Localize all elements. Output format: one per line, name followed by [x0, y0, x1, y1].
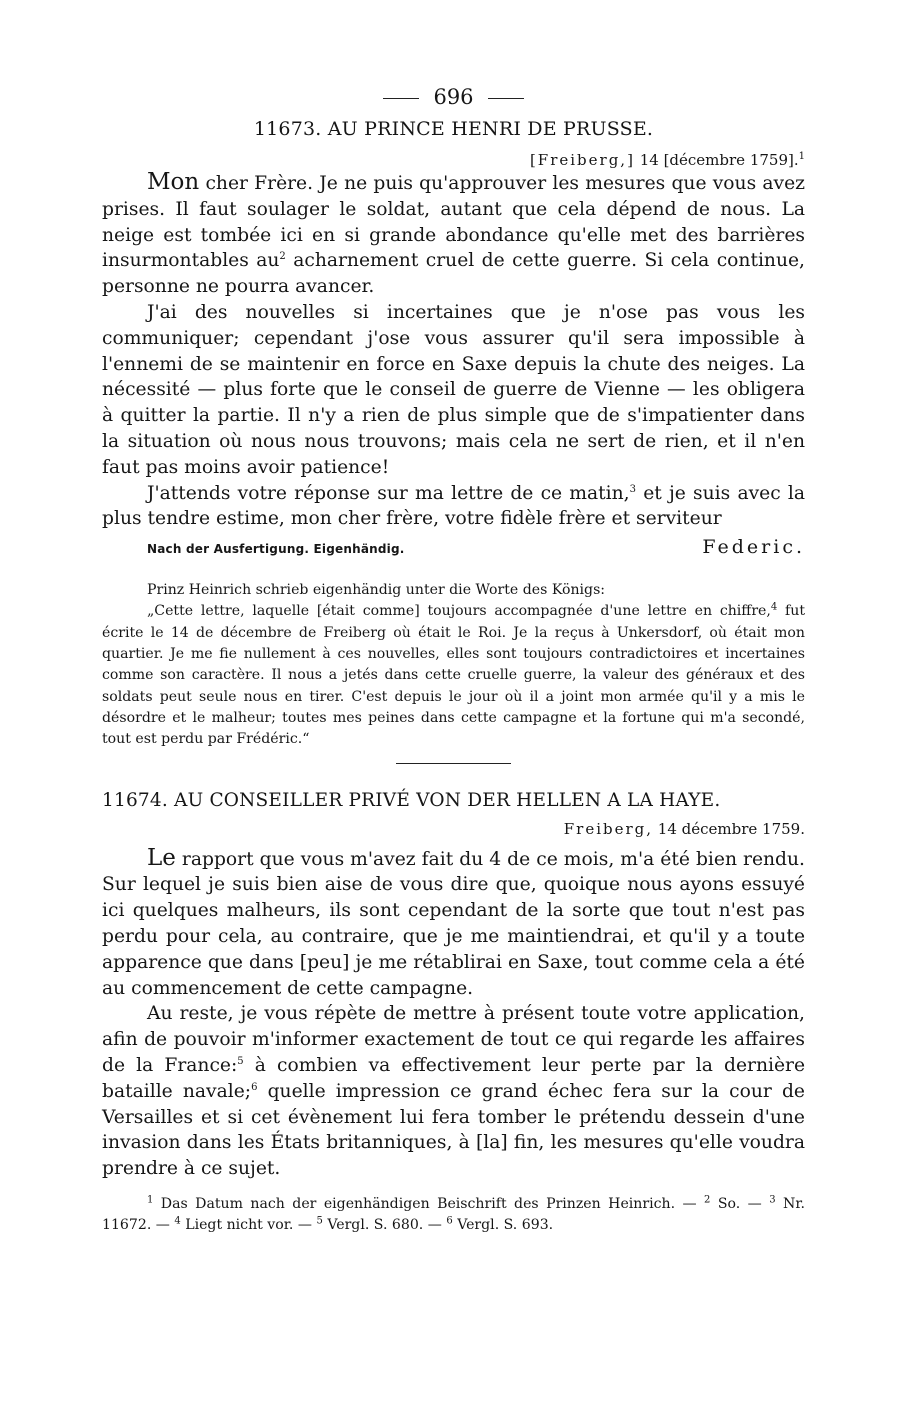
signature: Federic.	[702, 536, 805, 559]
footnote-mark: 1	[147, 1194, 154, 1206]
footnote-text: Vergl. S. 680. —	[322, 1217, 447, 1234]
source-note: Nach der Ausfertigung. Eigenhändig.	[147, 542, 405, 557]
lead-word: Le	[147, 844, 176, 871]
footnotes	[102, 1194, 805, 1237]
footnote-mark: 3	[769, 1194, 776, 1206]
page-number: 696	[433, 85, 474, 109]
footnote-text: Vergl. S. 693.	[452, 1217, 554, 1234]
letter-heading-11673: 11673. AU PRINCE HENRI DE PRUSSE.	[253, 118, 654, 140]
footnote-mark: 5	[316, 1215, 323, 1227]
date-place: Freiberg,	[563, 819, 654, 838]
annotation-quote: „Cette lettre, laquelle [était comme] toujours accompagnée d'une lettre en chiffre,$^4$ fut écrite le 14 de décembre de Freiberg où était le Roi. Je la reçus à Unkersdorf, où était mon quartier. Je me fie nullement à ces nouvelles, elles sont toujours contradictoires et incertaines comme son caractère. Il nous a jetés dans cette cruelle guerre, la valeur des généraux et des soldats peut seule nous en tirer. C'est depuis le jour où il a joint mon armée qu'il y a mis le désordre et le malheur; toutes mes peines dans cette campagne et la fortune qui m'a secondé, tout est perdu par Frédéric.“	[102, 601, 806, 748]
paragraph: Au reste, je vous répète de mettre à présent toute votre application, afin de pouvoir m'informer exactement de tout ce qui regarde les affaires de la France:$^5$ à combien va effectivement leur perte par la dernière bataille navale;$^6$ quelle impression ce grand échec fera sur la cour de Versailles et si cet évènement lui fera tomber le prétendu dessein d'une invasion dans les États britanniques, à [la] fin, les mesures qu'elle voudra prendre à ce sujet.	[102, 1003, 806, 1180]
letter-dateline-11673	[102, 144, 805, 170]
annotation-block	[102, 580, 805, 750]
paragraph: Mon cher Frère. Je ne puis qu'approuver les mesures que vous avez prises. Il faut soulager le soldat, autant que cela dépend de nous. La neige est tombée ici en si grande abondance qu'elle met des barrières insurmontables $au^2$ acharnement cruel de cette guerre. Si cela continue, personne ne pourra avancer.	[102, 169, 805, 298]
dash-right	[488, 98, 524, 99]
dash-left	[383, 98, 419, 99]
letter-heading-11674: 11674. AU CONSEILLER PRIVÉ VON DER HELLEN A LA HAYE.	[102, 789, 721, 811]
section-divider	[396, 763, 511, 764]
footnote-line	[102, 1194, 805, 1237]
lead-word: Mon	[147, 169, 200, 195]
footnote-mark: 2	[704, 1194, 711, 1206]
paragraph: J'attends votre réponse sur ma lettre de ce matin,$^3$ et je suis avec la plus tendre estime, mon cher frère, votre fidèle frère et serviteur	[102, 482, 805, 530]
letter-body-11674	[102, 846, 805, 1182]
page-number-line	[102, 80, 805, 114]
footnote-text: Liegt nicht vor. —	[180, 1217, 317, 1234]
date-text: 14 décembre 1759.	[657, 819, 805, 838]
footnote-ref: 6	[251, 1081, 258, 1093]
footnote-ref: 3	[629, 483, 636, 495]
footnote-mark: 6	[446, 1215, 453, 1227]
annotation-intro: Prinz Heinrich schrieb eigenhändig unter die Worte des Königs:	[147, 582, 606, 599]
date-text: 14 [décembre 1759].	[639, 151, 799, 169]
paragraph: Le rapport que vous m'avez fait du 4 de ce mois, m'a été bien rendu. Sur lequel je suis bien aise de vous dire que, quoique nous ayons essuyé ici quelques malheurs, ils sont cependant de la sorte que tout n'est pas perdu pour cela, au contraire, que je me maintiendrai, et qu'il y a toute apparence que dans [peu] je me rétablirai en Saxe, tout comme cela a été au commencement de cette campagne.	[102, 844, 805, 999]
letter-body-11673	[102, 170, 805, 532]
footnote-ref: 1	[798, 151, 805, 162]
source-signature-row	[102, 536, 805, 562]
date-place: [Freiberg,]	[529, 151, 635, 169]
footnote-mark: 4	[174, 1215, 181, 1227]
footnote-text: Das Datum nach der eigenhändigen Beischrift des Prinzen Heinrich. —	[153, 1195, 705, 1212]
footnote-ref: 2	[279, 251, 286, 263]
paragraph: J'ai des nouvelles si incertaines que je n'ose pas vous les communiquer; cependant j'ose vous assurer qu'il sera impossible à l'ennemi de se maintenir en force en Saxe depuis la chute des neiges. La nécessité — plus forte que le conseil de guerre de Vienne — les obligera à quitter la partie. Il n'y a rien de plus simple que de s'impatienter dans la situation où nous nous trouvons; mais cela ne sert de rien, et il n'en faut pas moins avoir patience!	[102, 301, 805, 478]
letter-dateline-11674	[102, 816, 805, 842]
footnote-text: So. —	[710, 1195, 770, 1212]
footnote-ref: 5	[237, 1055, 244, 1067]
footnote-text: Nr. 11672. —	[102, 1195, 806, 1234]
footnote-ref: 4	[770, 601, 778, 613]
